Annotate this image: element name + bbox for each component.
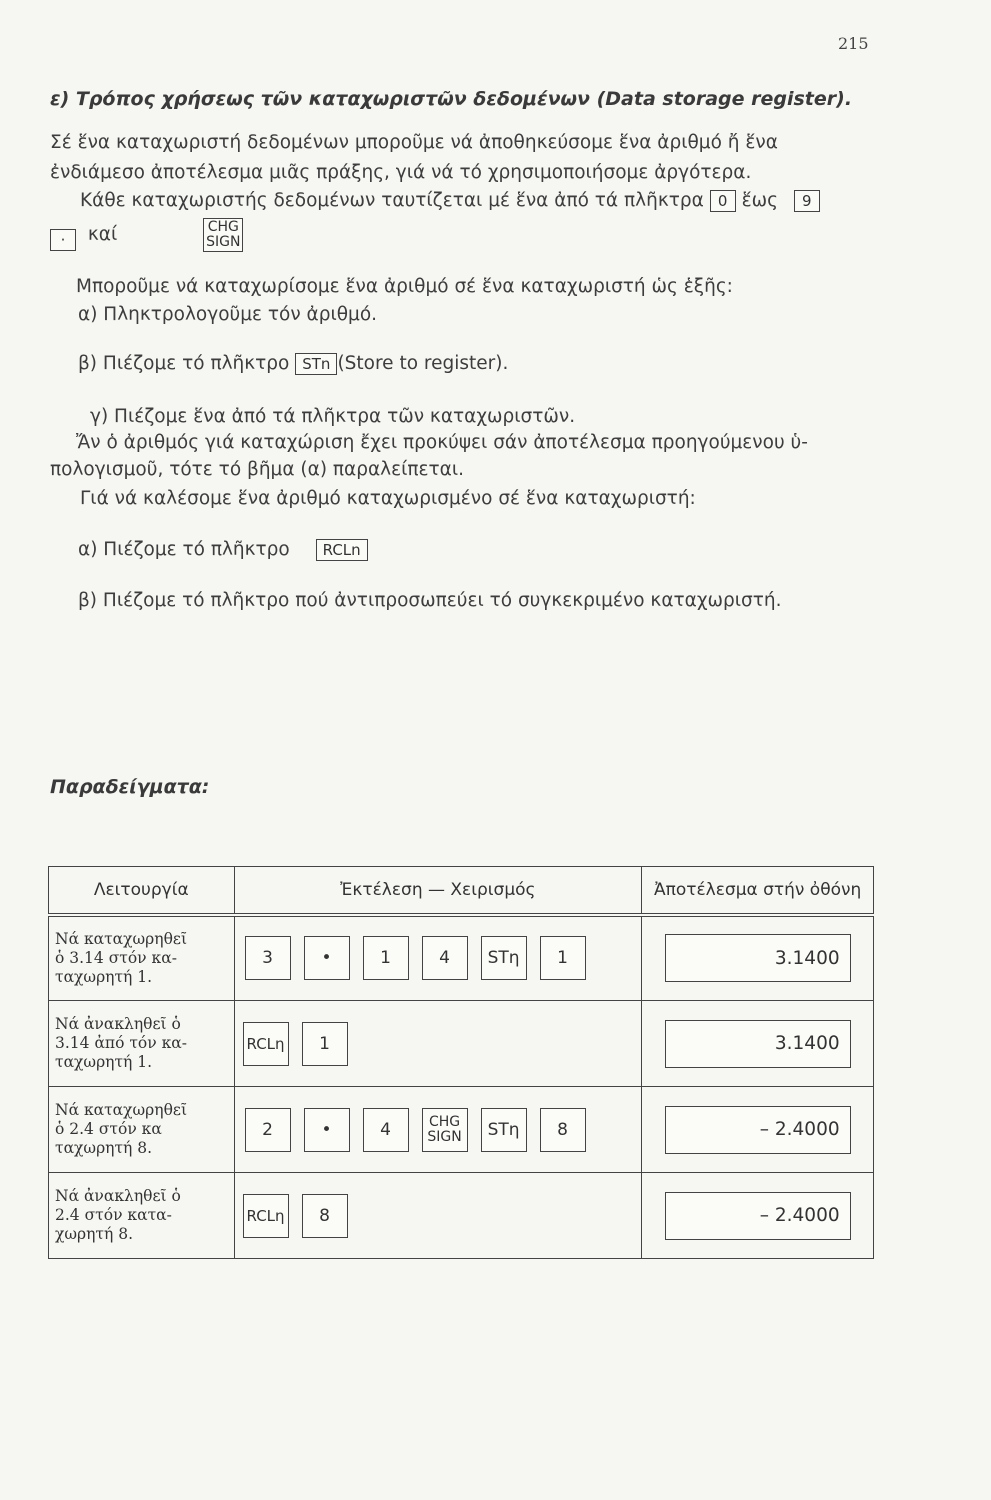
display-result: – 2.4000 [665,1192,851,1240]
calc-key: 4 [363,1108,409,1152]
row-result-cell [642,915,874,1001]
calc-key: 3 [245,936,291,980]
calc-key: 8 [540,1108,586,1152]
calc-key: RCLη [243,1194,289,1238]
store-note-line-1: Ἄν ὁ ἀριθμός γιά καταχώριση ἔχει προκύψει σάν ἀποτέλεσμα προηγούμενου ὑ- [76,432,808,453]
page-number: 215 [838,34,869,53]
row-result-cell [642,1087,874,1173]
recall-step-b: β) Πιέζομε τό πλῆκτρο πού ἀντιπροσωπεύει τό συγκεκριμένο καταχωριστή. [78,590,782,611]
key-rcln: RCLn [316,539,368,561]
row-result-cell [642,1001,874,1087]
display-result: 3.1400 [665,934,851,982]
row-keys [234,1173,642,1259]
store-step-c: γ) Πιέζομε ἕνα ἀπό τά πλῆκτρα τῶν καταχωριστῶν. [90,406,576,427]
row-keys [234,915,642,1001]
row-keys [234,1001,642,1087]
header-operation: Λειτουργία [49,867,235,915]
calc-key: 4 [422,936,468,980]
and-word: καί [87,224,118,245]
table-row [49,1173,874,1259]
calc-key: 1 [302,1022,348,1066]
intro-line-1: Σέ ἕνα καταχωριστή δεδομένων μποροῦμε νά ἀποθηκεύσομε ἕνα ἀριθμό ἤ ἕνα [50,132,778,153]
intro-line-3 [80,188,910,213]
table-header-row [49,867,874,915]
row-description: Νά ἀνακληθεῖ ὁ 3.14 ἀπό τόν κα- ταχωρητή 1. [49,1001,235,1087]
table-row [49,1087,874,1173]
key-sign-label: SIGN [206,234,241,250]
recall-intro: Γιά νά καλέσομε ἕνα ἀριθμό καταχωρισμένο σέ ἕνα καταχωριστή: [80,488,696,509]
store-step-a: α) Πληκτρολογοῦμε τόν ἀριθμό. [78,304,378,325]
table-row [49,915,874,1001]
calc-key: 1 [363,936,409,980]
calc-key: STη [481,936,527,980]
store-step-b [78,351,908,376]
calc-key: 8 [302,1194,348,1238]
until-word: ἕως [741,190,778,211]
display-result: – 2.4000 [665,1106,851,1154]
operations-table [48,866,874,1259]
examples-title: Παραδείγματα: [50,776,210,798]
calc-key: 1 [540,936,586,980]
calc-key: 2 [245,1108,291,1152]
calc-key-chg-sign: CHG SIGN [422,1108,468,1152]
table-row [49,1001,874,1087]
key-9: 9 [794,190,820,212]
calc-key: STη [481,1108,527,1152]
calc-key: • [304,1108,350,1152]
key-chg-sign [203,218,243,252]
key-chg-label: CHG [207,219,239,235]
store-note-line-2: πολογισμοῦ, τότε τό βῆμα (α) παραλείπεται. [50,459,465,480]
calc-key: RCLη [243,1022,289,1066]
store-step-b-text: β) Πιέζομε τό πλῆκτρο [78,353,290,374]
recall-step-a-text: α) Πιέζομε τό πλῆκτρο [78,539,290,560]
header-execution: Ἐκτέλεση — Χειρισμός [234,867,642,915]
section-heading: ε) Τρόπος χρήσεως τῶν καταχωριστῶν δεδομένων (Data storage register). [50,88,853,110]
key-stn: STn [295,353,337,375]
row-description: Νά ἀνακληθεῖ ὁ 2.4 στόν κατα- χωρητή 8. [49,1173,235,1259]
recall-step-a [78,537,908,562]
key-0: 0 [710,190,736,212]
header-result: Ἀποτέλεσμα στήν ὀθόνη [642,867,874,915]
row-description: Νά καταχωρηθεῖ ὁ 2.4 στόν κα ταχωρητή 8. [49,1087,235,1173]
store-intro: Μποροῦμε νά καταχωρίσομε ἕνα ἀριθμό σέ ἕνα καταχωριστή ὡς ἑξῆς: [76,276,733,297]
intro-line-2: ἐνδιάμεσο ἀποτέλεσμα μιᾶς πράξης, γιά νά τό χρησιμοποιήσομε ἀργότερα. [50,162,752,183]
row-description: Νά καταχωρηθεῖ ὁ 3.14 στόν κα- ταχωρητή 1. [49,915,235,1001]
store-step-b-suffix: (Store to register). [337,353,509,374]
row-result-cell [642,1173,874,1259]
calc-key: • [304,936,350,980]
intro-line-3-text: Κάθε καταχωριστής δεδομένων ταυτίζεται μέ ἕνα ἀπό τά πλῆκτρα [80,190,704,211]
display-result: 3.1400 [665,1020,851,1068]
row-keys [234,1087,642,1173]
intro-keys-line [50,218,880,252]
key-dot: · [50,229,76,251]
